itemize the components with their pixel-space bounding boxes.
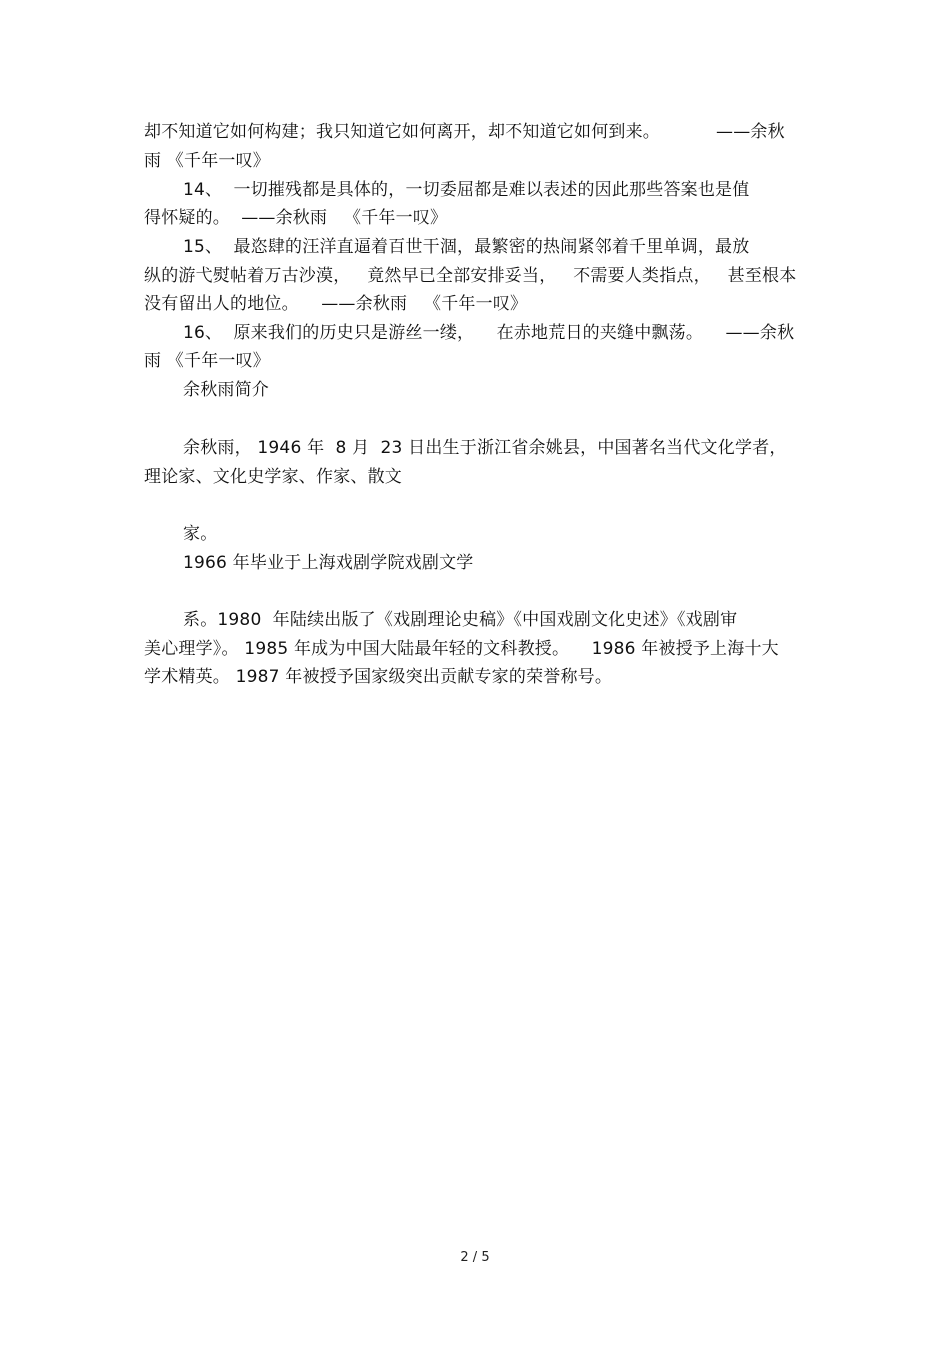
text-line: 雨 《千年一叹》 [144, 351, 271, 371]
text-line: 雨 《千年一叹》 [144, 151, 271, 171]
bio-line: 理论家、文化史学家、作家、散文 [144, 467, 402, 487]
text-line: 却不知道它如何构建；我只知道它如何离开，却不知道它如何到来。 ——余秋 [144, 122, 785, 142]
quote-15-line: 15、 最恣肆的汪洋直逼着百世干涸，最繁密的热闹紧邻着千里单调，最放 [183, 237, 750, 257]
section-heading: 余秋雨简介 [183, 380, 269, 400]
quote-16-line: 16、 原来我们的历史只是游丝一缕， 在赤地荒日的夹缝中飘荡。 ——余秋 [183, 323, 795, 343]
text-line: 纵的游弋熨帖着万古沙漠， 竟然早已全部安排妥当， 不需要人类指点， 甚至根本 [144, 266, 797, 286]
bio-line: 家。 [183, 524, 218, 544]
text-line: 得怀疑的。 ——余秋雨 《千年一叹》 [144, 208, 448, 228]
quote-14-line: 14、 一切摧残都是具体的，一切委屈都是难以表述的因此那些答案也是值 [183, 180, 750, 200]
bio-line: 学术精英。 1987 年被授予国家级突出贡献专家的荣誉称号。 [144, 667, 613, 687]
page-number: 2 / 5 [460, 1250, 490, 1265]
bio-line: 余秋雨， 1946 年 8 月 23 日出生于浙江省余姚县，中国著名当代文化学者， [183, 438, 787, 458]
bio-line: 系。1980 年陆续出版了《戏剧理论史稿》《中国戏剧文化史述》《戏剧审 [183, 610, 738, 630]
bio-line: 美心理学》。 1985 年成为中国大陆最年轻的文科教授。 1986 年被授予上海十大 [144, 639, 779, 659]
text-line: 没有留出人的地位。 ——余秋雨 《千年一叹》 [144, 294, 528, 314]
bio-line: 1966 年毕业于上海戏剧学院戏剧文学 [183, 553, 474, 573]
